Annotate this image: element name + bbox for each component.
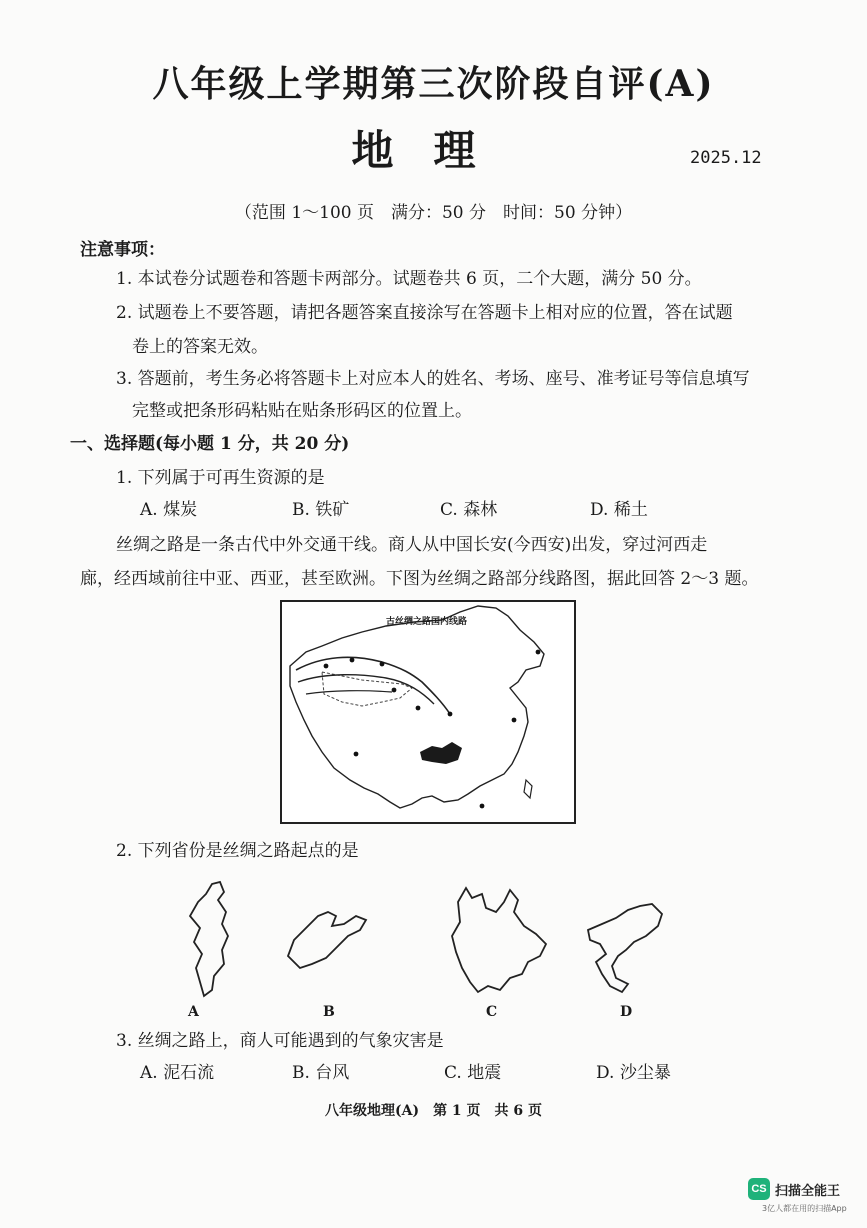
scanner-watermark (748, 1178, 840, 1200)
scanner-tagline: 3亿人都在用的扫描App (762, 1204, 847, 1213)
exam-scope: （范围 1～100 页 满分：50 分 时间：50 分钟） (234, 203, 633, 223)
page-footer: 八年级地理(A) 第 1 页 共 6 页 (324, 1103, 543, 1119)
label-a: A (188, 1004, 199, 1020)
section-heading: 一、选择题(每小题 1 分，共 20 分) (70, 434, 350, 454)
china-outline-map (282, 602, 574, 822)
label-c: C (486, 1004, 498, 1020)
question-2-stem-text: 2. 下列省份是丝绸之路起点的是 (116, 841, 359, 861)
scanner-logo-icon: CS (748, 1178, 770, 1200)
q3-option-d: D. 沙尘暴 (596, 1063, 671, 1083)
map-title: 古丝绸之路国内线路 (386, 617, 468, 627)
q1-option-a: A. 煤炭 (140, 500, 198, 520)
q1-option-c: C. 森林 (440, 500, 498, 520)
note-item-3: 3. 答题前，考生务必将答题卡上对应本人的姓名、考场、座号、准考证号等信息填写 (116, 369, 750, 389)
q3-option-b: B. 台风 (292, 1063, 350, 1083)
note-item-2-cont: 卷上的答案无效。 (132, 337, 268, 357)
passage-line-2: 廊，经西域前往中亚、西亚，甚至欧洲。下图为丝绸之路部分线路图，据此回答 2～3 题。 (80, 569, 759, 589)
q1-option-b: B. 铁矿 (292, 500, 350, 520)
province-shape-c (448, 882, 552, 998)
note-item-2: 2. 试题卷上不要答题，请把各题答案直接涂写在答题卡上相对应的位置，答在试题 (116, 303, 733, 323)
q1-option-d: D. 稀土 (590, 500, 648, 520)
province-shape-a (180, 880, 242, 1002)
q3-option-a: A. 泥石流 (140, 1063, 215, 1083)
note-item-1: 1. 本试卷分试题卷和答题卡两部分。试题卷共 6 页，二个大题，满分 50 分。 (116, 269, 702, 289)
q3-option-c: C. 地震 (444, 1063, 502, 1083)
silk-road-map (280, 600, 576, 824)
exam-title: 八年级上学期第三次阶段自评(A) (152, 63, 715, 105)
question-1-stem: 1. 下列属于可再生资源的是 (116, 468, 325, 488)
exam-date: 2025.12 (690, 148, 762, 168)
note-item-3-cont: 完整或把条形码粘贴在贴条形码区的位置上。 (132, 401, 472, 421)
notes-heading: 注意事项： (80, 240, 165, 260)
question-3-stem: 3. 丝绸之路上，商人可能遇到的气象灾害是 (116, 1031, 444, 1051)
scanner-app-name: 扫描全能王 (775, 1183, 841, 1199)
subject-title: 地理 (351, 126, 516, 175)
label-d: D (620, 1004, 633, 1020)
label-b: B (323, 1004, 335, 1020)
province-shape-b (282, 906, 370, 972)
passage-line-1: 丝绸之路是一条古代中外交通干线。商人从中国长安(今西安)出发，穿过河西走 (116, 535, 708, 555)
province-shape-d (582, 900, 668, 996)
